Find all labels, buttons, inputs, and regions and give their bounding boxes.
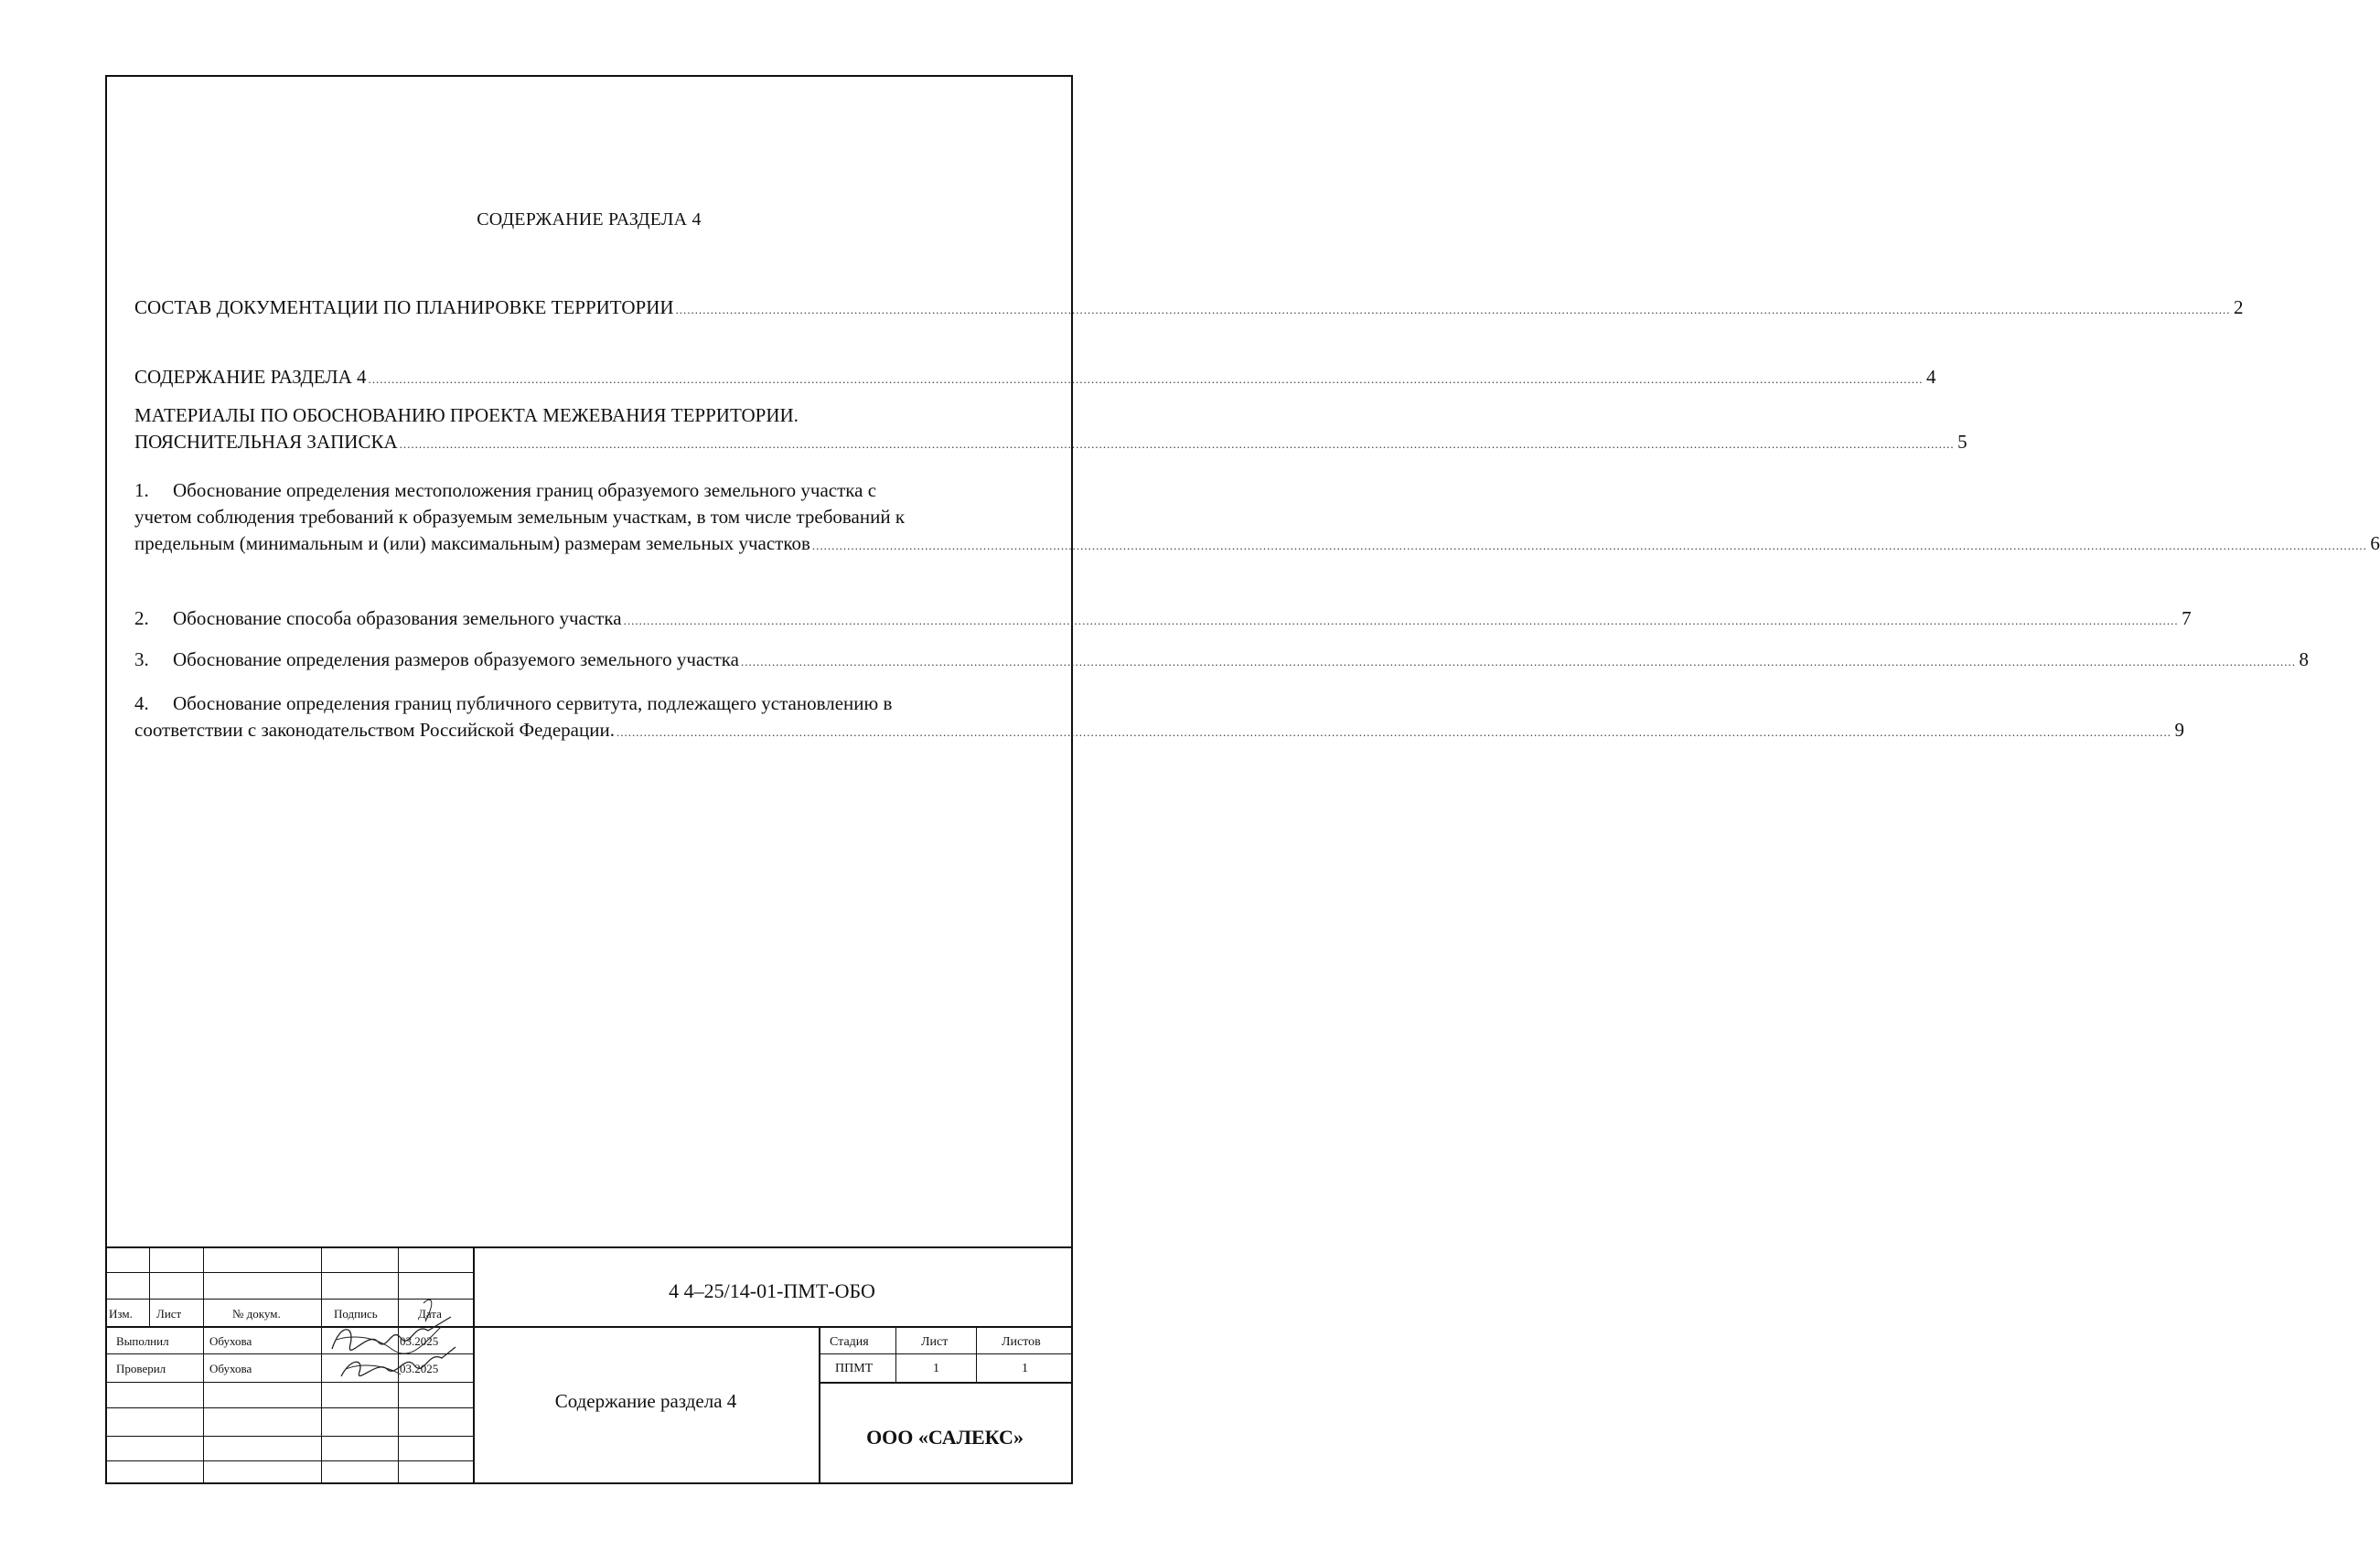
- toc-line: [134, 504, 1047, 530]
- toc-line: [134, 717, 2184, 745]
- header-list: Лист: [156, 1307, 182, 1321]
- document-code: 4 4–25/14-01-ПМТ-ОБО: [669, 1279, 875, 1302]
- title-block: [107, 1246, 1071, 1482]
- toc-text: учетом соблюдения требований к образуемым земельным участкам, в том числе требований к: [134, 506, 906, 528]
- toc-line: [134, 294, 2244, 323]
- header-doc-no: № докум.: [232, 1307, 281, 1321]
- toc-line: [134, 364, 1936, 392]
- toc-text: 3. Обоснование определения размеров образуемого земельного участка: [134, 647, 739, 673]
- stage-header: Стадия: [830, 1335, 869, 1349]
- toc-text: Обоснование определения границ публичного сервитута, подлежащего установлению в: [173, 692, 893, 714]
- toc-number: 3.: [134, 648, 149, 670]
- toc-number: 1.: [134, 479, 149, 501]
- row-name: Обухова: [209, 1362, 252, 1375]
- toc-page-number: 4: [1926, 366, 1936, 388]
- toc-line: [134, 690, 1047, 717]
- toc-text: СОДЕРЖАНИЕ РАЗДЕЛА 4: [134, 366, 367, 388]
- toc-text: ПОЯСНИТЕЛЬНАЯ ЗАПИСКА: [134, 431, 398, 453]
- toc-line: [134, 477, 1047, 504]
- toc-text: 2. Обоснование способа образования земельного участка: [134, 605, 622, 632]
- sheets-header: Листов: [1002, 1335, 1041, 1349]
- row-role: Проверил: [116, 1362, 166, 1375]
- sheets-value: 1: [1022, 1362, 1028, 1375]
- page-title: СОДЕРЖАНИЕ РАЗДЕЛА 4: [477, 209, 702, 230]
- toc-text: предельным (минимальным и (или) максимальным) размерам земельных участков: [134, 532, 810, 554]
- toc-text: соответствии с законодательством Российской Федерации.: [134, 719, 615, 741]
- toc-leader-dots: ................................................................................................................................................................................................................................................................................................................................................................................................................: [741, 655, 2296, 669]
- toc-line: [134, 605, 2192, 634]
- toc-page-number: 9: [2174, 719, 2184, 741]
- toc-entry[interactable]: [134, 605, 2192, 634]
- toc-text: МАТЕРИАЛЫ ПО ОБОСНОВАНИЮ ПРОЕКТА МЕЖЕВАНИЯ ТЕРРИТОРИИ.: [134, 404, 799, 426]
- toc-page-number: 8: [2299, 648, 2309, 670]
- toc-line: [134, 402, 1047, 429]
- signature-image: [323, 1294, 460, 1381]
- toc-entry[interactable]: [134, 690, 2184, 745]
- toc-number: 4.: [134, 692, 149, 714]
- toc-line: [134, 530, 2380, 559]
- drawing-frame: [105, 75, 2380, 1484]
- sheet-header: Лист: [921, 1335, 949, 1349]
- row-date: 03.2025: [400, 1362, 439, 1375]
- toc-entry[interactable]: [134, 402, 1967, 457]
- toc-leader-dots: ................................................................................................................................................................................................................................................................................................................................................................................................................: [675, 303, 2231, 316]
- toc-text: Обоснование определения местоположения границ образуемого земельного участка с: [173, 479, 877, 501]
- toc-number: 2.: [134, 607, 149, 629]
- toc-page-number: 6: [2370, 532, 2380, 554]
- header-date: Дата: [418, 1307, 442, 1321]
- toc-leader-dots: ................................................................................................................................................................................................................................................................................................................................................................................................................: [616, 725, 2171, 739]
- row-role: Выполнил: [116, 1334, 169, 1348]
- toc-entry[interactable]: [134, 294, 2244, 323]
- toc-text: СОСТАВ ДОКУМЕНТАЦИИ ПО ПЛАНИРОВКЕ ТЕРРИТОРИИ: [134, 296, 674, 318]
- toc-leader-dots: ................................................................................................................................................................................................................................................................................................................................................................................................................: [811, 539, 2367, 552]
- company-name: ООО «САЛЕКС»: [866, 1426, 1024, 1449]
- toc-page-number: 5: [1957, 431, 1967, 453]
- sheet-title: Содержание раздела 4: [554, 1390, 737, 1412]
- toc-leader-dots: ................................................................................................................................................................................................................................................................................................................................................................................................................: [368, 372, 1924, 386]
- row-date: 03.2025: [400, 1334, 439, 1348]
- toc-page-number: 2: [2234, 296, 2244, 318]
- sheet-value: 1: [933, 1362, 939, 1375]
- toc-leader-dots: ................................................................................................................................................................................................................................................................................................................................................................................................................: [399, 437, 1955, 451]
- stage-value: ППМТ: [835, 1362, 874, 1375]
- toc-line: [134, 429, 1967, 457]
- header-signature: Подпись: [334, 1307, 378, 1321]
- toc-entry[interactable]: [134, 477, 2380, 559]
- toc-entry[interactable]: [134, 364, 1936, 392]
- toc-leader-dots: ................................................................................................................................................................................................................................................................................................................................................................................................................: [623, 614, 2179, 627]
- toc-line: [134, 647, 2309, 675]
- header-izm: Изм.: [109, 1307, 133, 1321]
- toc-page-number: 7: [2182, 607, 2192, 629]
- row-name: Обухова: [209, 1334, 252, 1348]
- toc-entry[interactable]: [134, 647, 2309, 675]
